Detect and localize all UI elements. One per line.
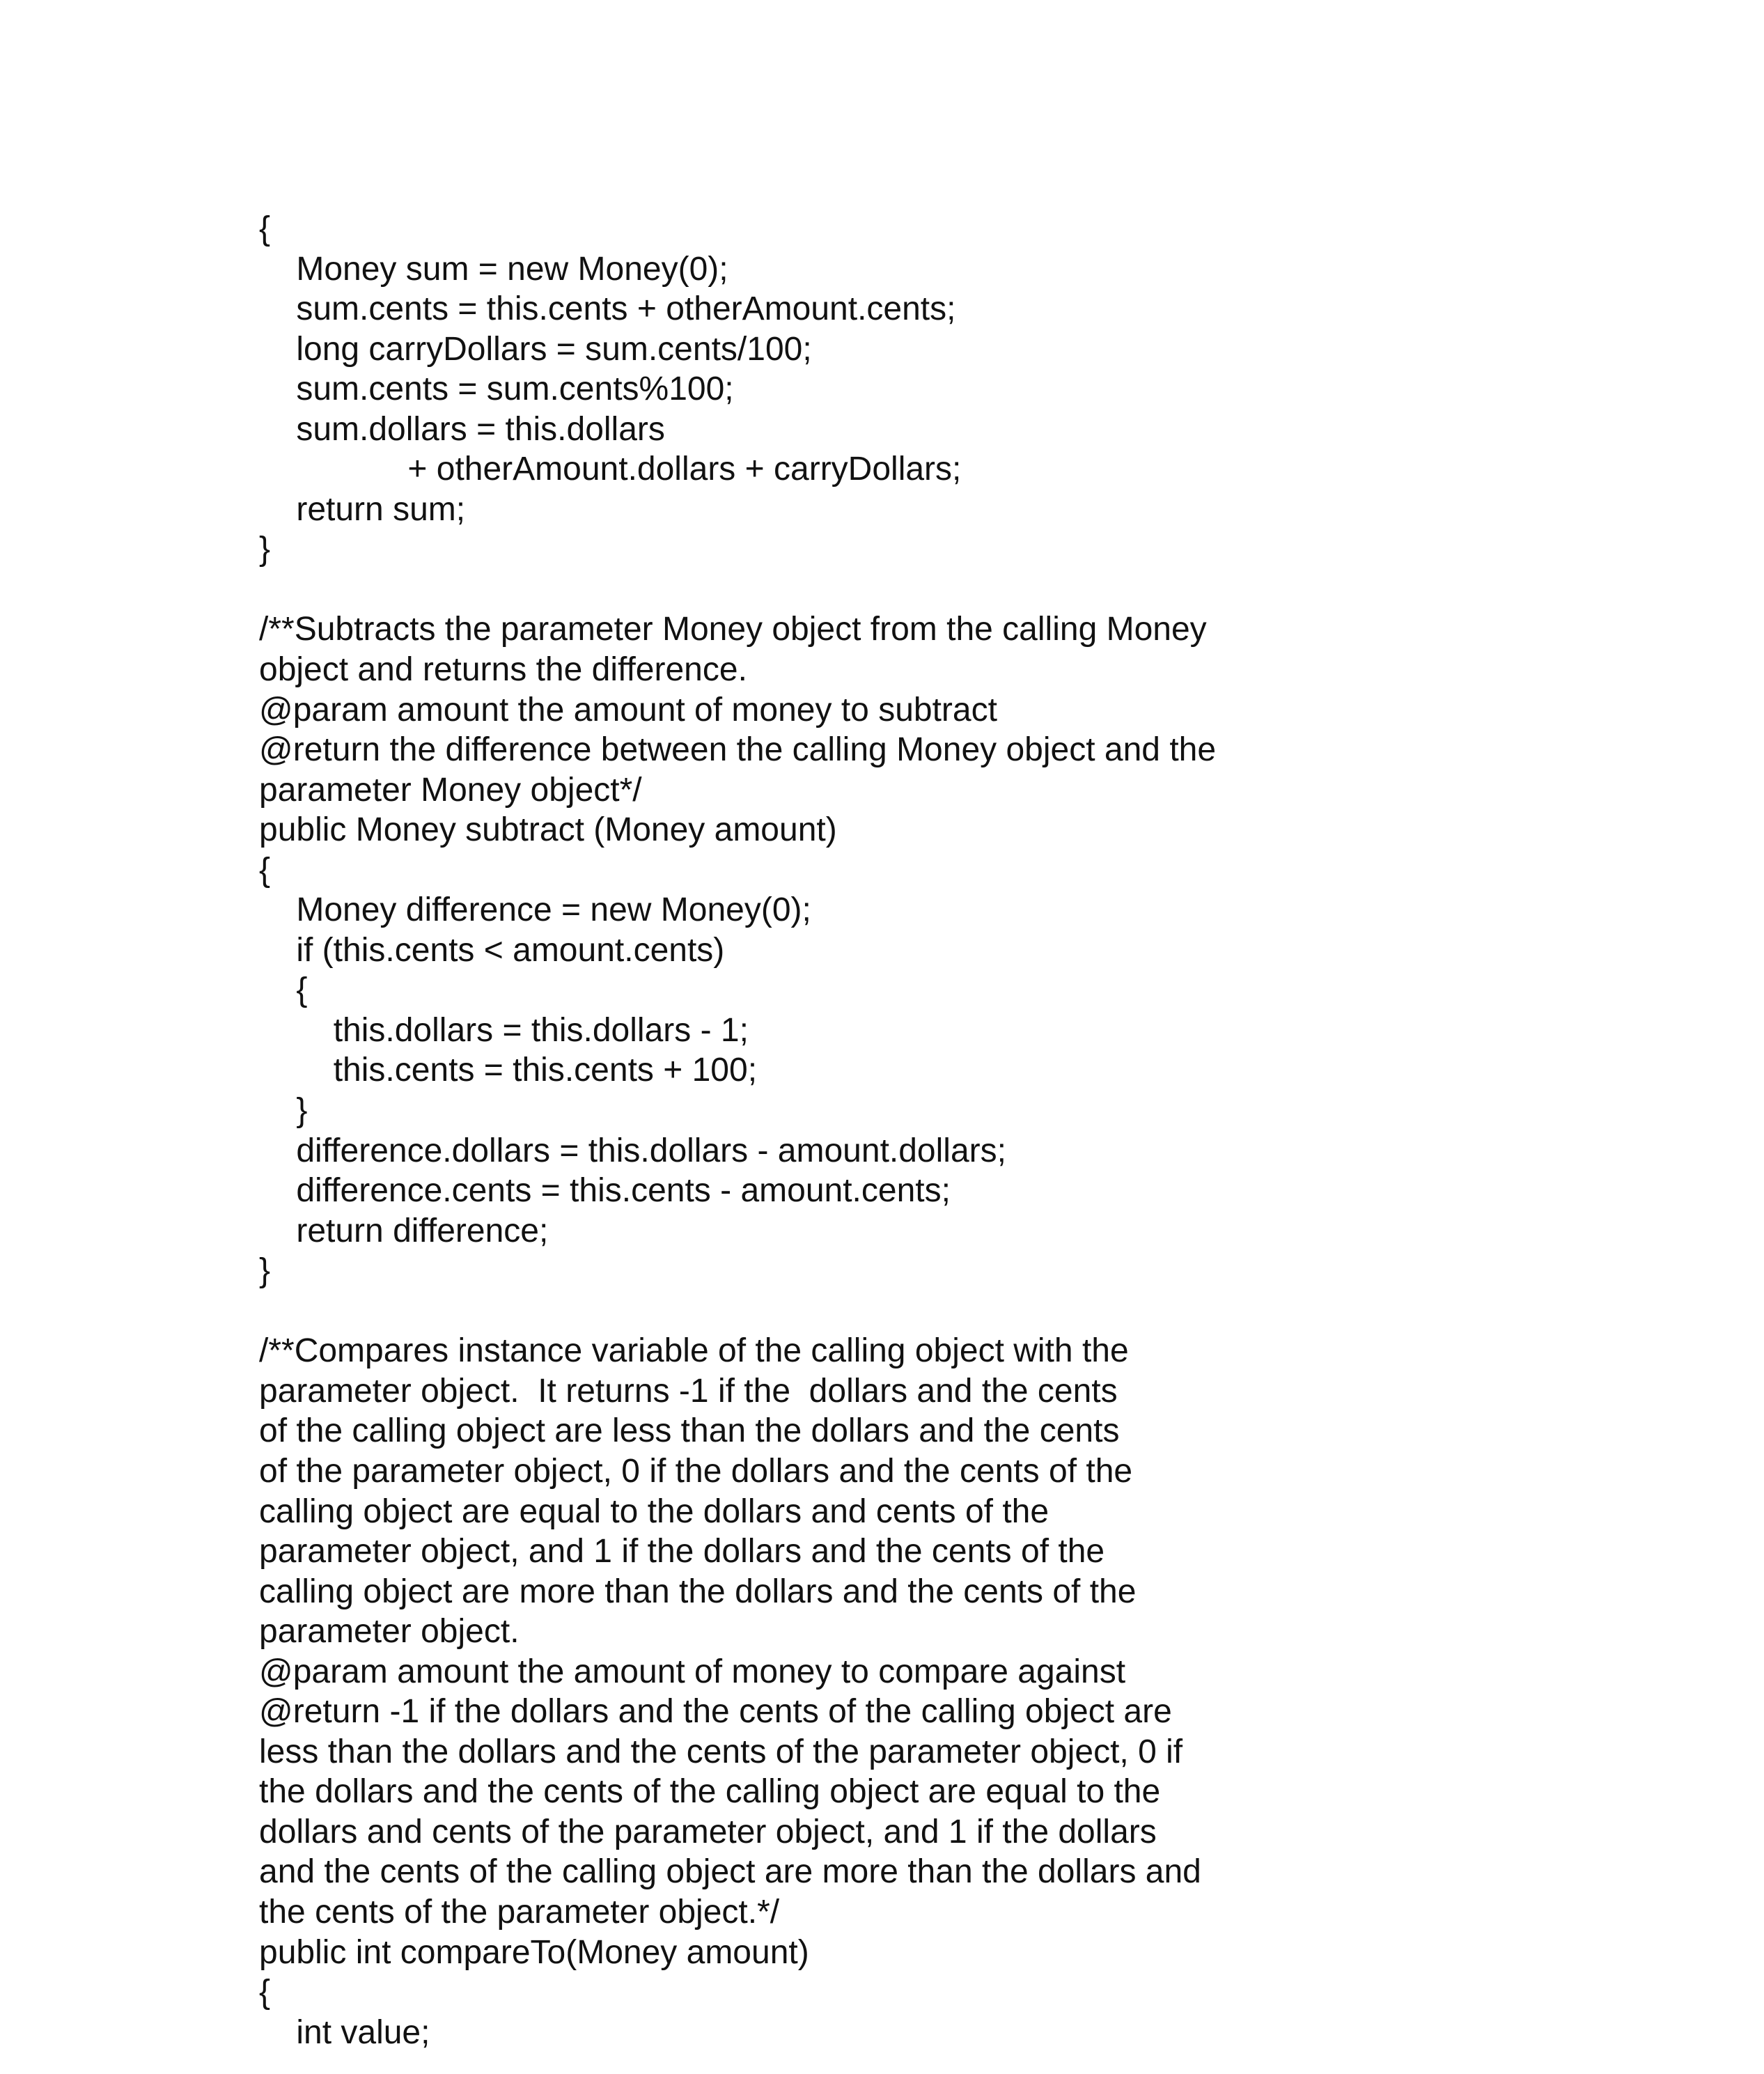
code-line: + otherAmount.dollars + carryDollars; xyxy=(259,451,962,488)
comment-line: @return the difference between the calling Money object and the xyxy=(259,731,1217,769)
code-line: sum.cents = this.cents + otherAmount.cents; xyxy=(259,290,956,328)
code-line: int value; xyxy=(259,2013,430,2051)
comment-line: object and returns the difference. xyxy=(259,651,747,689)
comment-line: /**Compares instance variable of the calling object with the xyxy=(259,1332,1129,1370)
code-line: long carryDollars = sum.cents/100; xyxy=(259,330,812,368)
code-line: return sum; xyxy=(259,490,466,528)
comment-line: the cents of the parameter object.*/ xyxy=(259,1893,780,1931)
code-line: { xyxy=(259,972,308,1009)
code-line: } xyxy=(259,1252,271,1290)
comment-line: of the calling object are less than the dollars and the cents xyxy=(259,1412,1120,1450)
code-line: } xyxy=(259,531,271,568)
code-line: difference.cents = this.cents - amount.cents; xyxy=(259,1172,951,1210)
comment-line: parameter Money object*/ xyxy=(259,771,642,809)
comment-line: /**Subtracts the parameter Money object from the calling Money xyxy=(259,611,1207,648)
code-line: this.dollars = this.dollars - 1; xyxy=(259,1011,749,1049)
code-line: this.cents = this.cents + 100; xyxy=(259,1052,758,1089)
comment-line: less than the dollars and the cents of the parameter object, 0 if xyxy=(259,1733,1183,1770)
comment-line: @param amount the amount of money to subtract xyxy=(259,691,997,728)
code-line: { xyxy=(259,1974,271,2011)
code-line: { xyxy=(259,210,271,247)
code-line: sum.dollars = this.dollars xyxy=(259,410,665,448)
blank-line xyxy=(259,1291,1582,1332)
code-line: Money difference = new Money(0); xyxy=(259,891,811,929)
comment-line: and the cents of the calling object are more than the dollars and xyxy=(259,1853,1201,1891)
code-line: difference.dollars = this.dollars - amount.dollars; xyxy=(259,1132,1006,1169)
comment-line: parameter object, and 1 if the dollars and the cents of the xyxy=(259,1533,1105,1570)
comment-line: @return -1 if the dollars and the cents of the calling object are xyxy=(259,1693,1172,1731)
comment-line: calling object are more than the dollars and the cents of the xyxy=(259,1573,1137,1610)
blank-line xyxy=(259,570,1582,610)
comment-line: of the parameter object, 0 if the dollars and the cents of the xyxy=(259,1452,1133,1490)
comment-line: dollars and cents of the parameter object, and 1 if the dollars xyxy=(259,1813,1157,1850)
code-line: Money sum = new Money(0); xyxy=(259,250,728,288)
comment-line: the dollars and the cents of the calling object are equal to the xyxy=(259,1773,1161,1811)
method-signature: public Money subtract (Money amount) xyxy=(259,811,837,849)
method-signature: public int compareTo(Money amount) xyxy=(259,1933,809,1971)
code-line: sum.cents = sum.cents%100; xyxy=(259,371,734,408)
code-line: } xyxy=(259,1092,308,1130)
comment-line: parameter object. It returns -1 if the dollars and the cents xyxy=(259,1372,1118,1410)
comment-line: calling object are equal to the dollars and cents of the xyxy=(259,1492,1049,1530)
comment-line: parameter object. xyxy=(259,1613,520,1651)
code-line: { xyxy=(259,851,271,889)
code-line: return difference; xyxy=(259,1212,549,1249)
code-line: if (this.cents < amount.cents) xyxy=(259,931,725,969)
comment-line: @param amount the amount of money to compare against xyxy=(259,1653,1126,1690)
code-listing xyxy=(259,209,1582,2052)
